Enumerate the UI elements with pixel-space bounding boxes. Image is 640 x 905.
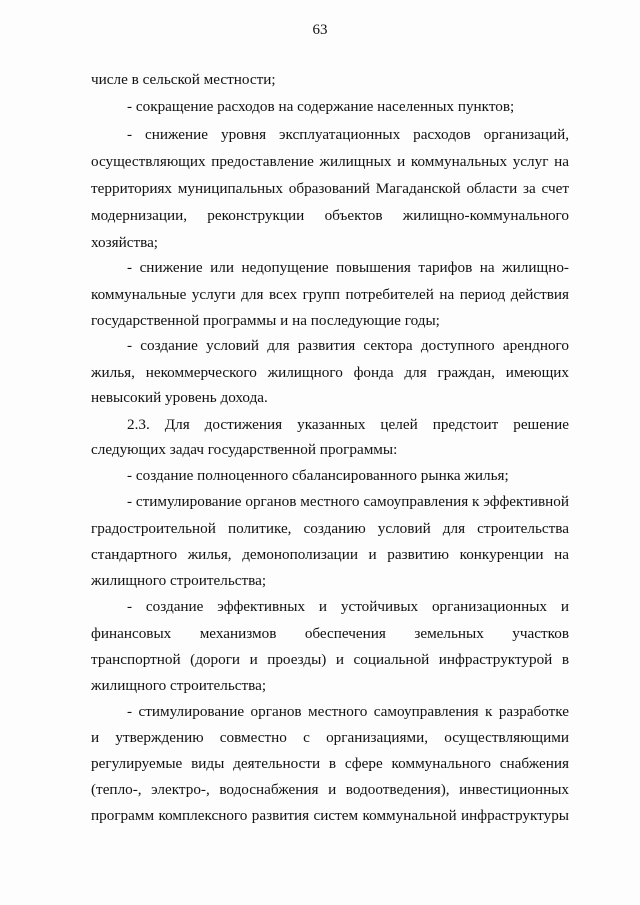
text-line: - создание полноценного сбалансированного рынка жилья; bbox=[127, 467, 509, 484]
text-line: территориях муниципальных образований Магаданской области за счет bbox=[91, 180, 569, 197]
text-line: жилищного строительства; bbox=[91, 572, 267, 589]
text-line: - создание эффективных и устойчивых организационных и bbox=[127, 598, 569, 615]
text-line: финансовых механизмов обеспечения земельных участков bbox=[91, 625, 569, 642]
text-line: стандартного жилья, демонополизации и развитию конкуренции на bbox=[91, 546, 569, 563]
text-line: и утверждению совместно с организациями, осуществляющими bbox=[91, 729, 569, 746]
text-line: - стимулирование органов местного самоуправления к разработке bbox=[127, 703, 569, 720]
text-line: жилищного строительства; bbox=[91, 677, 267, 694]
text-line: числе в сельской местности; bbox=[91, 71, 276, 88]
text-line: (тепло-, электро-, водоснабжения и водоотведения), инвестиционных bbox=[91, 781, 569, 798]
text-line: 2.3. Для достижения указанных целей предстоит решение bbox=[127, 416, 569, 433]
text-line: программ комплексного развития систем коммунальной инфраструктуры bbox=[91, 807, 569, 824]
text-line: регулируемые виды деятельности в сфере коммунального снабжения bbox=[91, 755, 569, 772]
text-line: государственной программы и на последующие годы; bbox=[91, 312, 440, 329]
text-line: следующих задач государственной программы: bbox=[91, 441, 398, 458]
text-line: - снижение уровня эксплуатационных расходов организаций, bbox=[127, 126, 569, 143]
text-line: - снижение или недопущение повышения тарифов на жилищно- bbox=[127, 259, 569, 276]
text-line: хозяйства; bbox=[91, 234, 159, 251]
text-line: - стимулирование органов местного самоуправления к эффективной bbox=[127, 493, 569, 510]
text-line: - сокращение расходов на содержание населенных пунктов; bbox=[127, 98, 515, 115]
text-line: модернизации, реконструкции объектов жилищно-коммунального bbox=[91, 207, 569, 224]
text-line: невысокий уровень дохода. bbox=[91, 389, 268, 406]
text-line: жилья, некоммерческого жилищного фонда для граждан, имеющих bbox=[91, 364, 569, 381]
text-line: коммунальные услуги для всех групп потребителей на период действия bbox=[91, 286, 569, 303]
page-number: 63 bbox=[312, 22, 328, 38]
text-line: осуществляющих предоставление жилищных и коммунальных услуг на bbox=[91, 153, 569, 170]
text-line: транспортной (дороги и проезды) и социальной инфраструктурой в bbox=[91, 651, 569, 668]
text-line: - создание условий для развития сектора доступного арендного bbox=[127, 337, 569, 354]
text-line: градостроительной политике, созданию условий для строительства bbox=[91, 520, 569, 537]
